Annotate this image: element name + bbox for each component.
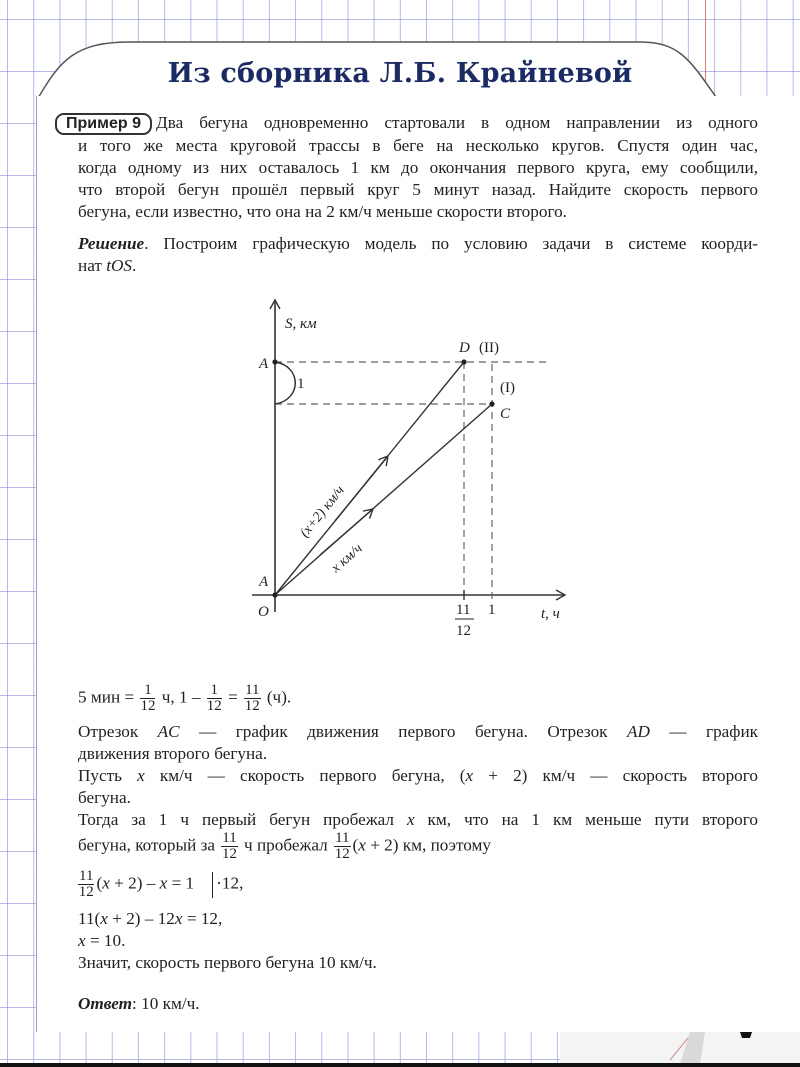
- paragraph-distance-line-2: [78, 831, 491, 862]
- point-c: [489, 401, 494, 406]
- paragraph-segments: [78, 721, 758, 744]
- point-origin: [272, 592, 277, 597]
- text-part: — график движения первого бегуна. Отрезок: [179, 722, 627, 741]
- point-c-label: C: [500, 406, 511, 422]
- fraction-num: 11: [79, 868, 94, 884]
- eq-part: = 10.: [85, 931, 126, 950]
- eq-part: (: [96, 873, 103, 893]
- fraction-den: 12: [78, 884, 94, 900]
- text-part: км/ч — скорость первого бегуна, (: [144, 766, 466, 785]
- line-i-label: (I): [500, 380, 515, 396]
- calc-part: 5 мин =: [78, 687, 135, 707]
- fraction-den: 12: [206, 698, 222, 714]
- tick-label-den: 12: [456, 623, 471, 639]
- text-part: Отрезок: [78, 722, 158, 741]
- arrow-ad: [335, 456, 388, 521]
- conclusion: Значит, скорость первого бегуна 10 км/ч.: [78, 953, 377, 972]
- eq-multiplier: ·12,: [216, 873, 244, 893]
- text-part: Тогда за 1 ч первый бегун пробежал: [78, 810, 407, 829]
- fraction-num: 11: [335, 830, 350, 846]
- variable-x: x: [174, 909, 183, 928]
- point-a-bottom-label: A: [259, 574, 269, 590]
- variable-x: x: [78, 931, 86, 950]
- text-part: — график: [649, 722, 758, 741]
- variable-x: x: [137, 766, 145, 785]
- segment-ac: [275, 404, 492, 595]
- equation-3: [78, 931, 125, 951]
- answer: [78, 994, 200, 1014]
- fraction: [207, 683, 222, 714]
- example-badge: Пример 9: [55, 113, 152, 135]
- y-axis-label: S, км: [285, 316, 317, 332]
- intro-suffix: .: [131, 256, 137, 275]
- eq-part: + 2) –: [109, 873, 160, 893]
- text-part: (: [352, 835, 359, 855]
- text-part: км, что на 1 км меньше пути второго: [414, 810, 758, 829]
- calc-part: ч, 1 –: [161, 687, 201, 707]
- equation-1: [78, 869, 243, 900]
- solution-label: Решение: [78, 234, 145, 253]
- page-title: Из сборника Л.Б. Крайневой: [167, 58, 633, 89]
- fraction: [244, 683, 260, 714]
- fraction-num: 1: [207, 683, 222, 699]
- segment-ac-ref: AC: [157, 722, 180, 741]
- variable-x: x: [159, 873, 168, 893]
- point-a-top-label: A: [259, 356, 269, 372]
- paragraph-segments-line-2: движения второго бегуна.: [78, 744, 268, 763]
- answer-value: : 10 км/ч.: [132, 994, 200, 1013]
- speed-first-label: x км/ч: [328, 541, 366, 577]
- calc-part: (ч).: [266, 687, 292, 707]
- fraction-num: 1: [140, 683, 155, 699]
- x-axis-label: t, ч: [541, 606, 560, 622]
- text-part: бегуна, который за: [78, 835, 215, 855]
- point-a-top: [272, 359, 277, 364]
- fraction-den: 12: [334, 846, 350, 862]
- variable-x: x: [102, 873, 110, 893]
- variable-x: x: [406, 810, 415, 829]
- fraction: [221, 831, 237, 862]
- point-d-label: D: [459, 340, 470, 356]
- fraction-den: 12: [244, 698, 260, 714]
- segment-ad-ref: AD: [627, 722, 650, 741]
- paragraph-speeds: [78, 765, 758, 788]
- text-part: + 2) км, поэтому: [365, 835, 492, 855]
- brace-label: 1: [297, 376, 305, 392]
- variable-x: x: [358, 835, 366, 855]
- fraction: [140, 683, 155, 714]
- variable-x: x: [100, 909, 108, 928]
- answer-label: Ответ: [78, 994, 133, 1013]
- problem-line-2: и того же места круговой трассы в беге на несколько кругов. Спустя один час,: [78, 136, 758, 155]
- problem-text: Два бегуна одновременно стартовали в одном направлении из одного: [155, 113, 758, 132]
- time-calculation: [78, 683, 291, 714]
- bottom-decoration: [0, 1032, 800, 1064]
- text-part: + 2) км/ч — скорость второго: [473, 766, 758, 785]
- tick-label-num: 11: [456, 602, 471, 618]
- point-d: [461, 359, 466, 364]
- variable-x: x: [465, 766, 474, 785]
- origin-label: O: [258, 604, 269, 620]
- paragraph-distance: [78, 809, 758, 832]
- eq-part: = 12,: [182, 909, 223, 928]
- line-ii-label: (II): [479, 340, 499, 356]
- fraction-den: 12: [222, 846, 238, 862]
- eq-part: = 1: [167, 873, 195, 893]
- problem-line-5: бегуна, если известно, что она на 2 км/ч меньше скорости второго.: [78, 202, 567, 221]
- text-part: ч пробежал: [244, 835, 328, 855]
- fraction: [78, 869, 94, 900]
- calc-part: =: [228, 687, 238, 707]
- intro-prefix: нат: [78, 256, 107, 275]
- bottom-edge: [0, 1063, 800, 1067]
- distance-brace: [275, 362, 295, 404]
- text-part: Пусть: [78, 766, 138, 785]
- paragraph-speeds-line-2: бегуна.: [78, 788, 131, 807]
- problem-line-3: когда одному из них оставалось 1 км до окончания первого круга, ему сообщили,: [78, 158, 758, 177]
- coordinate-system-name: tOS: [106, 256, 132, 275]
- fraction-num: 11: [245, 682, 260, 698]
- multiply-bar: [212, 872, 213, 898]
- speed-second-label: (x+2) км/ч: [297, 483, 348, 541]
- tick-label-one: 1: [488, 602, 496, 618]
- solution-intro-text: . Построим графическую модель по условию задачи в системе коорди-: [144, 234, 758, 253]
- equation-2: [78, 909, 222, 929]
- fraction-num: 11: [222, 830, 237, 846]
- eq-part: 11(: [78, 909, 101, 928]
- fraction-den: 12: [140, 698, 156, 714]
- eq-part: + 2) – 12: [107, 909, 175, 928]
- problem-line-4: что второй бегун прошёл первый круг 5 минут назад. Найдите скорость первого: [78, 180, 758, 199]
- fraction: [334, 831, 350, 862]
